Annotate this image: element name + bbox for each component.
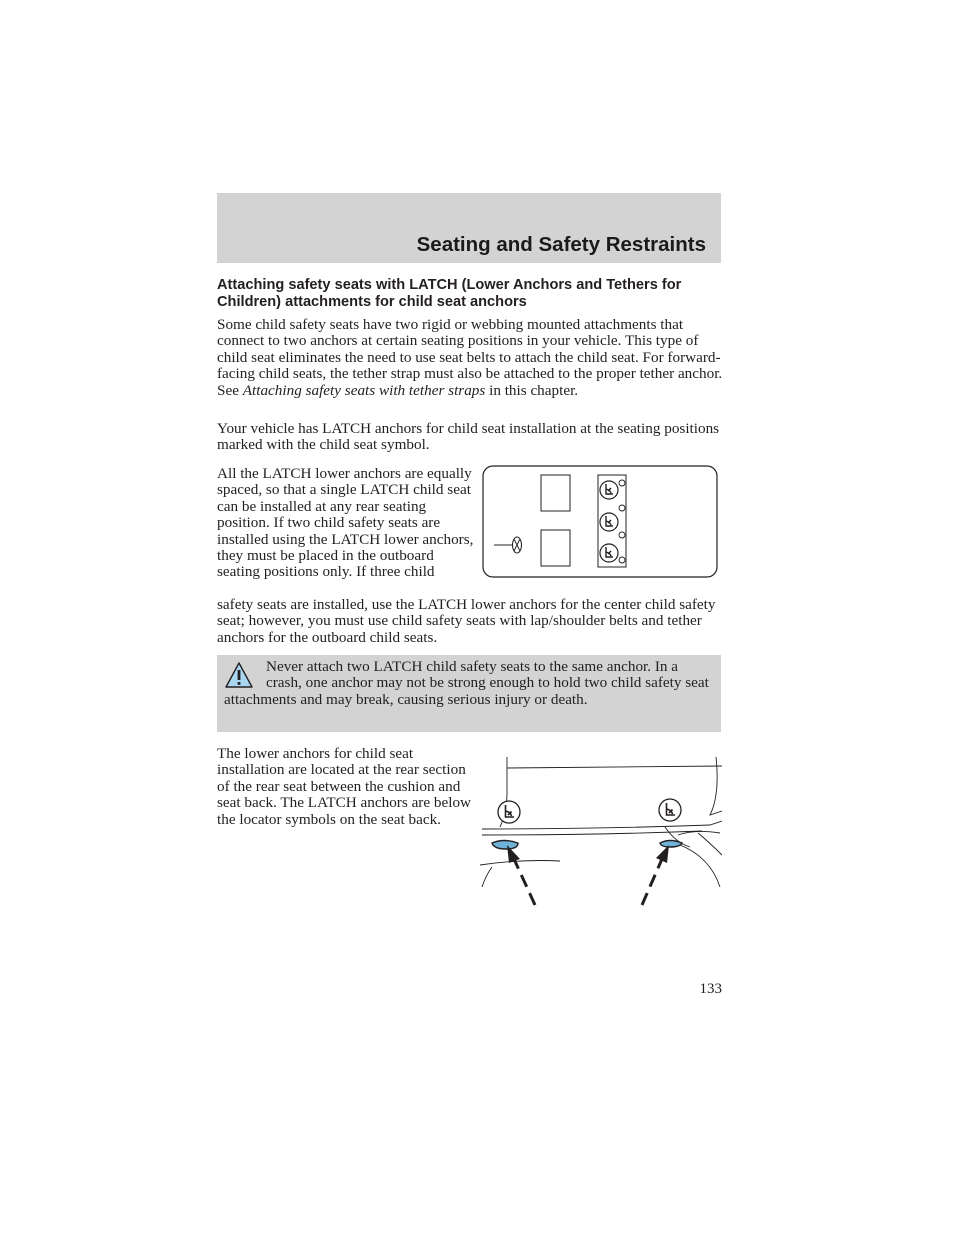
lower-anchor-marker-right [660, 841, 682, 848]
child-seat-symbol-icon [498, 801, 520, 823]
chapter-header-band [217, 193, 721, 263]
child-seat-symbol-icon [600, 544, 618, 562]
paragraph-latch-intro-end: in this chapter. [485, 381, 579, 399]
warning-text: Never attach two LATCH child safety seats to the same anchor. In a crash, one anchor may not be strong enough to hold two child safety seat attachments and may break, causing serious injury or death. [224, 658, 709, 708]
warning-callout [217, 655, 721, 732]
child-seat-symbol-icon [600, 513, 618, 531]
child-seat-symbol-icon [659, 799, 681, 821]
seating-position-diagram [482, 465, 718, 578]
paragraph-anchor-spacing: All the LATCH lower anchors are equally spaced, so that a single LATCH child seat can be installed at any rear seating position. If two child safety seats are installed using the LATCH lower anchors, they must be placed in the outboard seating positions only. If three child [217, 465, 474, 581]
page-number: 133 [699, 981, 722, 997]
lower-anchor-marker-left [492, 841, 518, 850]
lower-anchor-location-illustration [480, 755, 722, 910]
cross-reference-tether-straps: Attaching safety seats with tether straps [242, 381, 486, 399]
chapter-title: Seating and Safety Restraints [416, 233, 706, 256]
arrow-left-anchor-icon [507, 845, 535, 905]
paragraph-latch-positions: Your vehicle has LATCH anchors for child seat installation at the seating positions marked with the child seat symbol. [217, 420, 720, 454]
paragraph-anchor-spacing-continued: safety seats are installed, use the LATCH lower anchors for the center child safety seat; however, you must use child safety seats with lap/shoulder belts and tether anchors for the outboard child seats. [217, 596, 716, 646]
paragraph-latch-intro-text: Some child safety seats have two rigid or webbing mounted attachments that connect to two anchors at certain seating positions in your vehicle. This type of child seat eliminates the need to use seat belts to attach the child seat. For forward-facing child seats, the tether strap must also be attached to the proper tether anchor. See [217, 316, 723, 399]
paragraph-latch-intro [217, 317, 723, 399]
child-seat-symbol-icon [600, 481, 618, 499]
paragraph-anchor-location: The lower anchors for child seat installation are located at the rear section of the rear seat between the cushion and seat back. The LATCH anchors are below the locator symbols on the seat back. [217, 745, 472, 828]
arrow-right-anchor-icon [642, 845, 669, 905]
section-heading: Attaching safety seats with LATCH (Lower Anchors and Tethers for Children) attachments for child seat anchors [217, 277, 682, 310]
